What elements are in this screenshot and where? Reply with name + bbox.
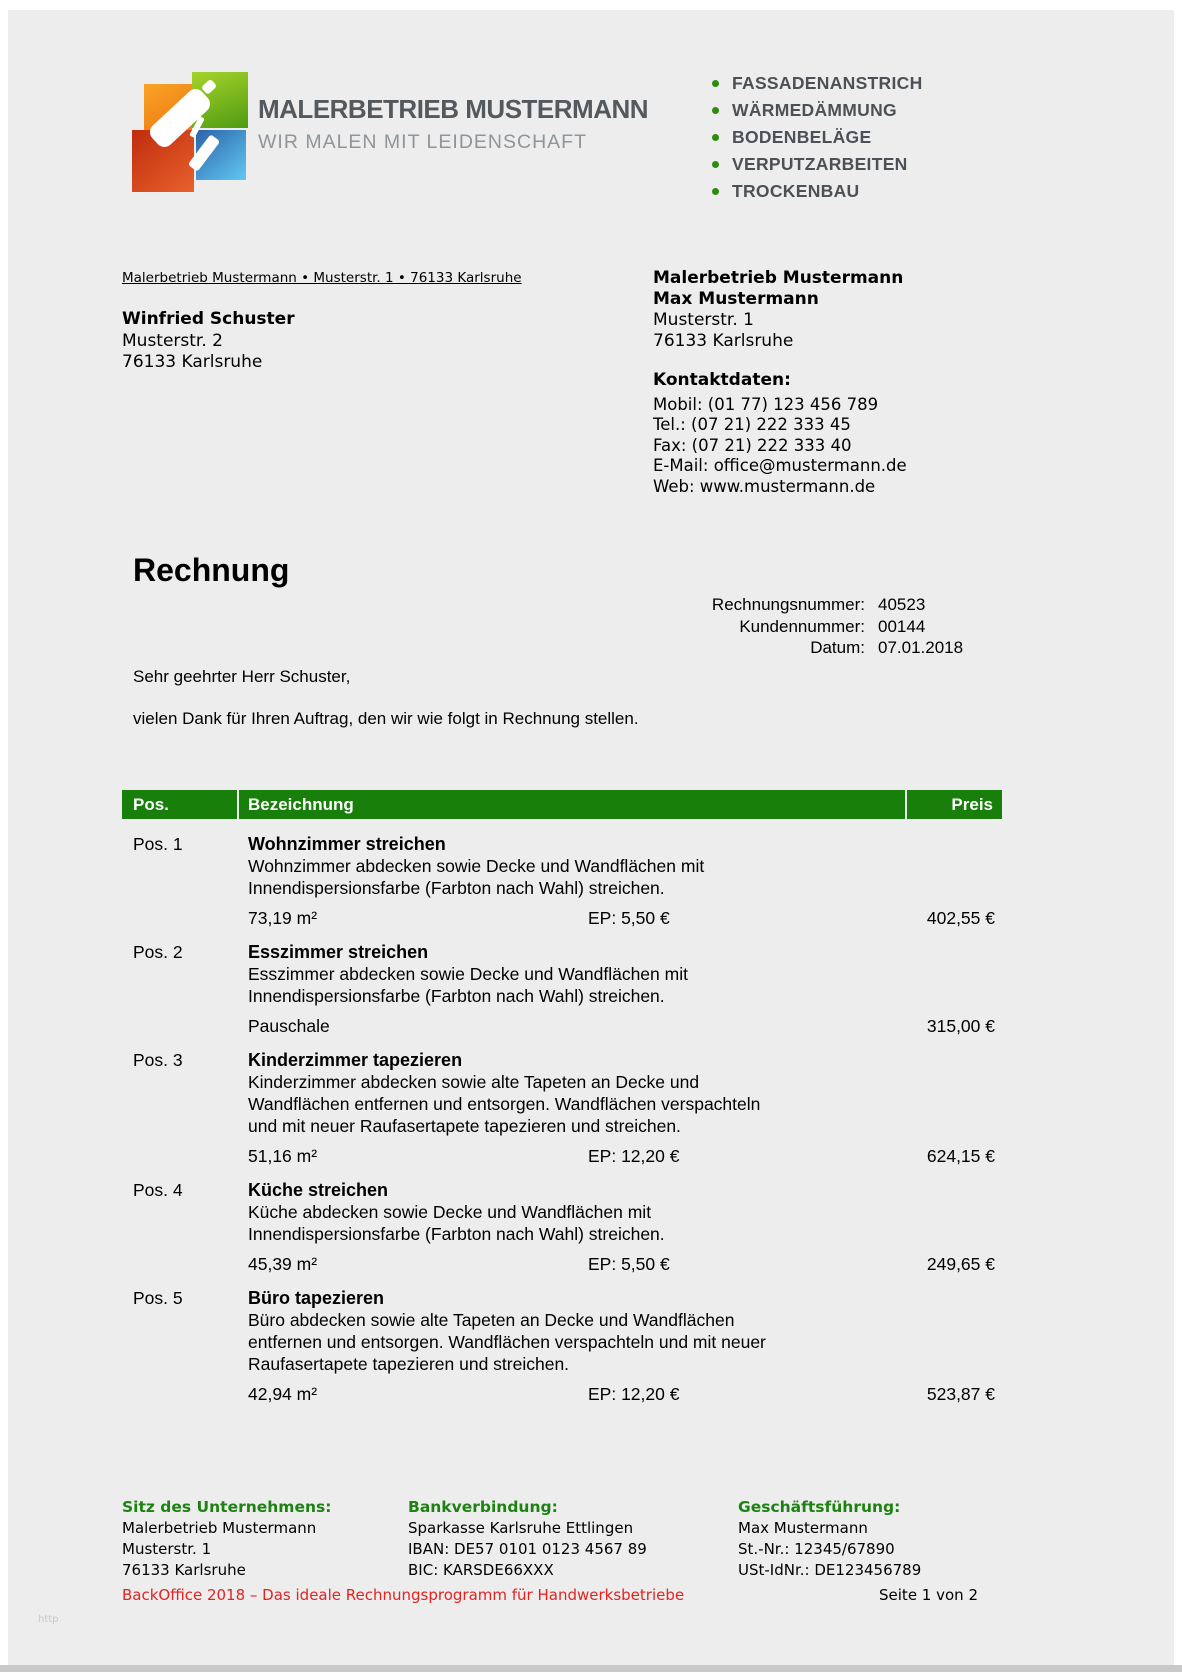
position-number: Pos. 3 [133,1050,183,1070]
service-label: BODENBELÄGE [732,127,872,147]
footer-line: St.-Nr.: 12345/67890 [738,1540,895,1558]
invoice-number: 40523 [878,595,926,614]
item-description: Büro abdecken sowie alte Tapeten an Decke und Wandflächen entfernen und entsorgen. Wandflächen verspachteln und mit neuer Raufasertapete tapezieren und streichen. [248,1310,766,1374]
item-amount-line [248,1015,1002,1037]
item-price: 315,00 € [926,1016,995,1036]
meta-row [508,637,998,659]
table-row [122,941,1002,1037]
footer-heading: Sitz des Unternehmens: [122,1498,332,1516]
item-quantity: 42,94 m² [248,1384,318,1404]
item-unit-price: EP: 12,20 € [588,1384,680,1404]
page-number: Seite 1 von 2 [879,1586,978,1604]
list-item [712,178,923,205]
contact-mobile: Mobil: (01 77) 123 456 789 [653,395,879,414]
footer-line: BIC: KARSDE66XXX [408,1561,554,1579]
column-header-bezeichnung: Bezeichnung [239,790,907,819]
footer-line: Musterstr. 1 [122,1540,212,1558]
item-price: 624,15 € [926,1146,995,1166]
footer-line: Max Mustermann [738,1519,868,1537]
intro-text: vielen Dank für Ihren Auftrag, den wir wie folgt in Rechnung stellen. [133,709,639,728]
contact-web: Web: www.mustermann.de [653,476,876,496]
table-row [122,1287,1002,1405]
invoice-page [8,10,1174,1665]
position-body [248,1179,1002,1275]
contact-heading: Kontaktdaten: [653,370,791,390]
invoice-date: 07.01.2018 [878,638,964,657]
table-row [122,1049,1002,1167]
bullet-icon [712,80,719,87]
bullet-icon [712,107,719,114]
item-amount-line [248,1145,1002,1167]
watermark-text: http [38,1614,59,1625]
salutation: Sehr geehrter Herr Schuster, [133,667,351,686]
company-address [653,268,903,352]
list-item [712,97,923,124]
service-label: FASSADENANSTRICH [732,73,923,93]
company-name: MALERBETRIEB MUSTERMANN [258,94,649,124]
item-amount-line [248,1383,1002,1405]
contact-fax: Fax: (07 21) 222 333 40 [653,435,852,455]
item-quantity: 51,16 m² [248,1146,318,1166]
item-price: 523,87 € [926,1384,995,1404]
item-title: Küche streichen [248,1180,389,1200]
item-unit-price: EP: 5,50 € [588,1254,670,1274]
item-quantity: 45,39 m² [248,1254,318,1274]
customer-number: 00144 [878,616,926,636]
table-header [122,790,1002,819]
item-title: Wohnzimmer streichen [248,834,446,854]
service-label: TROCKENBAU [732,181,860,201]
recipient-name: Winfried Schuster [122,309,295,329]
footer-heading: Geschäftsführung: [738,1498,901,1516]
item-unit-price: EP: 5,50 € [588,908,670,928]
column-header-preis: Preis [951,795,993,814]
footer-line: 76133 Karlsruhe [122,1561,246,1579]
position-body [248,833,1002,929]
footer-management [738,1497,921,1581]
item-unit-price: EP: 12,20 € [588,1146,680,1166]
item-price: 402,55 € [926,908,995,928]
item-amount-line [248,1253,1002,1275]
bullet-icon [712,161,719,168]
contact-phone: Tel.: (07 21) 222 333 45 [653,415,851,435]
position-body [248,941,1002,1037]
item-title: Kinderzimmer tapezieren [248,1050,463,1070]
meta-label: Datum: [810,638,865,657]
item-description: Kinderzimmer abdecken sowie alte Tapeten an Decke und Wandflächen entfernen und entsorgen. Wandflächen verspachteln und mit neuer Raufasertapete tapezieren und streichen. [248,1072,761,1136]
company-line: Malerbetrieb Mustermann [653,268,904,288]
item-title: Büro tapezieren [248,1288,385,1308]
invoice-meta [508,594,998,659]
bullet-icon [712,188,719,195]
item-description: Küche abdecken sowie Decke und Wandflächen mit Innendispersionsfarbe (Farbton nach Wahl) streichen. [248,1202,665,1244]
item-quantity: 73,19 m² [248,908,318,928]
meta-label: Kundennummer: [739,616,865,636]
contact-email: E-Mail: office@mustermann.de [653,456,907,476]
item-description: Esszimmer abdecken sowie Decke und Wandflächen mit Innendispersionsfarbe (Farbton nach Wahl) streichen. [248,964,688,1006]
recipient-city: 76133 Karlsruhe [122,352,263,372]
meta-row [508,616,998,638]
table-row [122,833,1002,929]
recipient-address [122,309,295,374]
services-list [712,70,923,205]
list-item [712,151,923,178]
contact-block [653,395,907,497]
meta-row [508,594,998,616]
sender-line: Malerbetrieb Mustermann • Musterstr. 1 • 76133 Karlsruhe [122,270,522,286]
item-price: 249,65 € [926,1254,995,1274]
company-street: Musterstr. 1 [653,310,754,330]
bottom-edge-strip [0,1665,1182,1672]
paint-roller-icon [130,68,246,184]
recipient-street: Musterstr. 2 [122,330,223,351]
table-row [122,1179,1002,1275]
list-item [712,70,923,97]
footer-line: USt-IdNr.: DE123456789 [738,1561,922,1579]
item-title: Esszimmer streichen [248,942,429,962]
item-description: Wohnzimmer abdecken sowie Decke und Wandflächen mit Innendispersionsfarbe (Farbton nach Wahl) streichen. [248,856,705,898]
item-quantity: Pauschale [248,1016,330,1036]
bottom-line [122,1586,978,1604]
service-label: WÄRMEDÄMMUNG [732,100,897,120]
position-number: Pos. 2 [133,942,183,962]
company-logo [130,68,246,184]
footer-heading: Bankverbindung: [408,1498,558,1516]
meta-label: Rechnungsnummer: [711,595,865,614]
footer-line: IBAN: DE57 0101 0123 4567 89 [408,1540,647,1558]
promo-text: BackOffice 2018 – Das ideale Rechnungsprogramm für Handwerksbetriebe [122,1586,685,1604]
items-table [122,790,1002,1417]
service-label: VERPUTZARBEITEN [732,154,908,174]
position-number: Pos. 5 [133,1288,183,1308]
position-body [248,1049,1002,1167]
bullet-icon [712,134,719,141]
list-item [712,124,923,151]
position-number: Pos. 4 [133,1180,183,1200]
item-amount-line [248,907,1002,929]
company-line: Max Mustermann [653,289,819,309]
company-city: 76133 Karlsruhe [653,331,794,351]
footer-line: Malerbetrieb Mustermann [122,1519,317,1537]
column-header-pos: Pos. [122,790,239,819]
footer-bank-details [408,1497,738,1581]
footer-company-seat [122,1497,408,1581]
position-body [248,1287,1002,1405]
page-title: Rechnung [133,552,290,588]
position-number: Pos. 1 [133,834,183,854]
footer-line: Sparkasse Karlsruhe Ettlingen [408,1519,634,1537]
footer [122,1497,1002,1581]
table-body [122,819,1002,1405]
company-tagline: WIR MALEN MIT LEIDENSCHAFT [258,131,588,153]
